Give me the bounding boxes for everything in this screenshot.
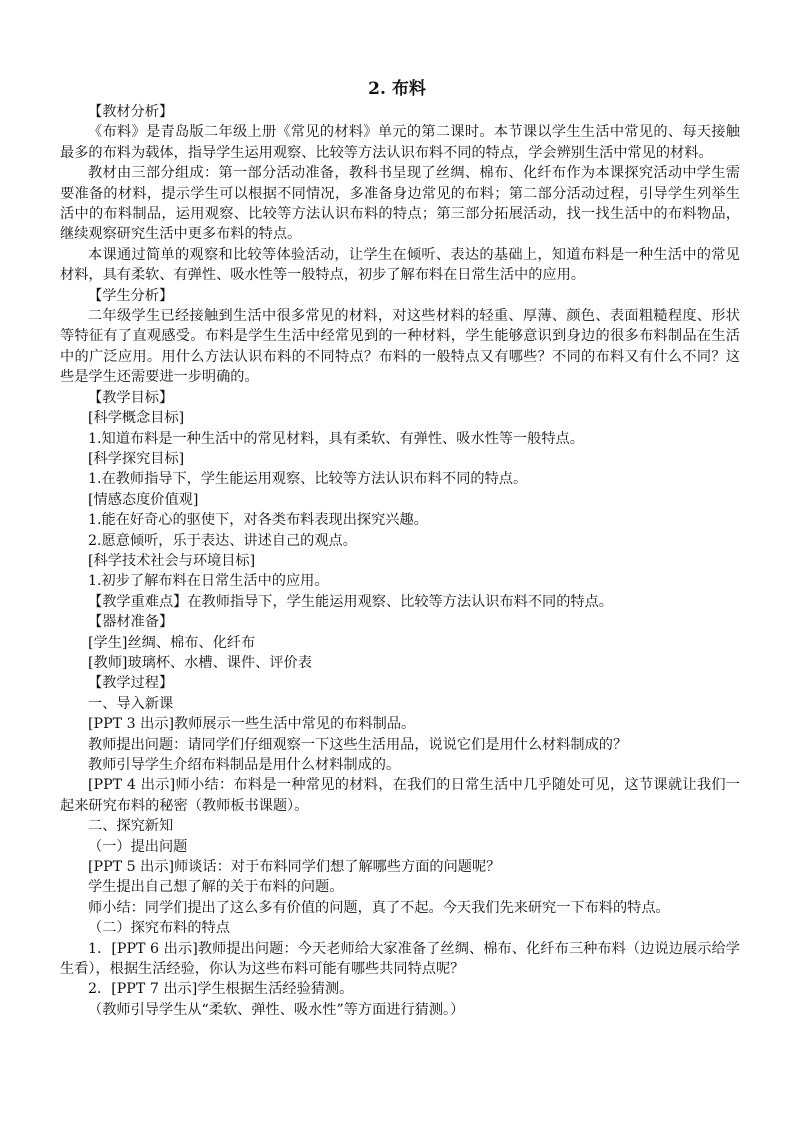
step-heading: 二、探究新知 xyxy=(88,818,174,835)
sub-step-heading: （二）探究布料的特点 xyxy=(88,920,230,937)
paragraph: 教师提出问题：请同学们仔细观察一下这些生活用品，说说它们是用什么材料制成的？ xyxy=(88,736,628,753)
paragraph: 教材由三部分组成：第一部分活动准备，教科书呈现了丝绸、棉布、化纤布作为本课探究活动中学生需要准备的材料，提示学生可以根据不同情况，多准备身边常见的布料；第二部分活动过程，引导学生列举生活中的布料制品，运用观察、比较等方法认识布料的特点；第三部分拓展活动，找一找生活中的布料物品，继续观察研究生活中更多布料的特点。 xyxy=(60,165,740,243)
key-points-line xyxy=(60,592,740,612)
section-heading-student: 【学生分析】 xyxy=(88,287,174,304)
goal-heading: [科学探究目标] xyxy=(88,450,185,467)
paragraph: [PPT 4 出示]师小结：布料是一种常见的材料，在我们的日常生活中几乎随处可见，这节课就让我们一起来研究布料的秘密（教师板书课题）。 xyxy=(60,777,740,814)
goal-item: 2.愿意倾听，乐于表达、讲述自己的观点。 xyxy=(88,532,357,549)
key-points-text: 在教师指导下，学生能运用观察、比较等方法认识布料不同的特点。 xyxy=(187,593,613,610)
paragraph: 教师引导学生介绍布料制品是用什么材料制成的。 xyxy=(88,757,401,773)
paragraph: 本课通过简单的观察和比较等体验活动，让学生在倾听、表达的基础上，知道布料是一种生活中的常见材料，具有柔软、有弹性、吸水性等一般特点，初步了解布料在日常生活中的应用。 xyxy=(60,246,740,284)
page-title: 2. 布料 xyxy=(368,79,426,99)
paragraph: 师小结：同学们提出了这么多有价值的问题，真了不起。今天我们先来研究一下布料的特点。 xyxy=(88,899,670,916)
goal-item: 1.知道布料是一种生活中的常见材料，具有柔软、有弹性、吸水性等一般特点。 xyxy=(88,430,584,447)
paragraph: 1．[PPT 6 出示]教师提出问题：今天老师给大家准备了丝绸、棉布、化纤布三种布料（边说边展示给学生看），根据生活经验，你认为这些布料可能有哪些共同特点呢？ xyxy=(60,940,740,978)
paragraph: [PPT 5 出示]师谈话：对于布料同学们想了解哪些方面的问题呢？ xyxy=(88,859,501,876)
paragraph: 学生提出自己想了解的关于布料的问题。 xyxy=(88,879,344,896)
goal-heading: [科学技术社会与环境目标] xyxy=(88,552,256,569)
section-heading-equipment: 【器材准备】 xyxy=(88,614,174,631)
paragraph: [PPT 3 出示]教师展示一些生活中常见的布料制品。 xyxy=(88,716,416,733)
step-heading: 一、导入新课 xyxy=(88,695,174,712)
goal-heading: [情感态度价值观] xyxy=(88,491,199,508)
paragraph: （教师引导学生从“柔软、弹性、吸水性”等方面进行猜测。） xyxy=(88,1001,465,1018)
section-heading-key: 【教学重难点】 xyxy=(88,593,188,610)
goal-heading: [科学概念目标] xyxy=(88,410,185,427)
document-body xyxy=(60,102,740,1020)
sub-step-heading: （一）提出问题 xyxy=(88,838,188,855)
section-heading-process: 【教学过程】 xyxy=(88,675,174,692)
goal-item: 1.在教师指导下，学生能运用观察、比较等方法认识布料不同的特点。 xyxy=(88,471,528,488)
section-heading-goals: 【教学目标】 xyxy=(88,389,174,406)
paragraph: 2．[PPT 7 出示]学生根据生活经验猜测。 xyxy=(88,981,354,998)
equipment-teacher: [教师]玻璃杯、水槽、课件、评价表 xyxy=(88,654,312,671)
paragraph: 《布料》是青岛版二年级上册《常见的材料》单元的第二课时。本节课以学生生活中常见的、每天接触最多的布料为载体，指导学生运用观察、比较等方法认识布料不同的特点，学会辨别生活中常见的材料。 xyxy=(60,124,740,161)
goal-item: 1.能在好奇心的驱使下，对各类布料表现出探究兴趣。 xyxy=(88,512,428,529)
section-heading-analysis: 【教材分析】 xyxy=(88,104,174,120)
goal-item: 1.初步了解布料在日常生活中的应用。 xyxy=(88,573,329,590)
paragraph: 二年级学生已经接触到生活中很多常见的材料，对这些材料的轻重、厚薄、颜色、表面粗糙程度、形状等特征有了直观感受。布料是学生生活中经常见到的一种材料，学生能够意识到身边的很多布料制品在生活中的广泛应用。用什么方法认识布料的不同特点？布料的一般特点又有哪些？不同的布料又有什么不同？这些是学生还需要进一步明确的。 xyxy=(60,308,740,386)
equipment-student: [学生]丝绸、棉布、化纤布 xyxy=(88,634,256,651)
